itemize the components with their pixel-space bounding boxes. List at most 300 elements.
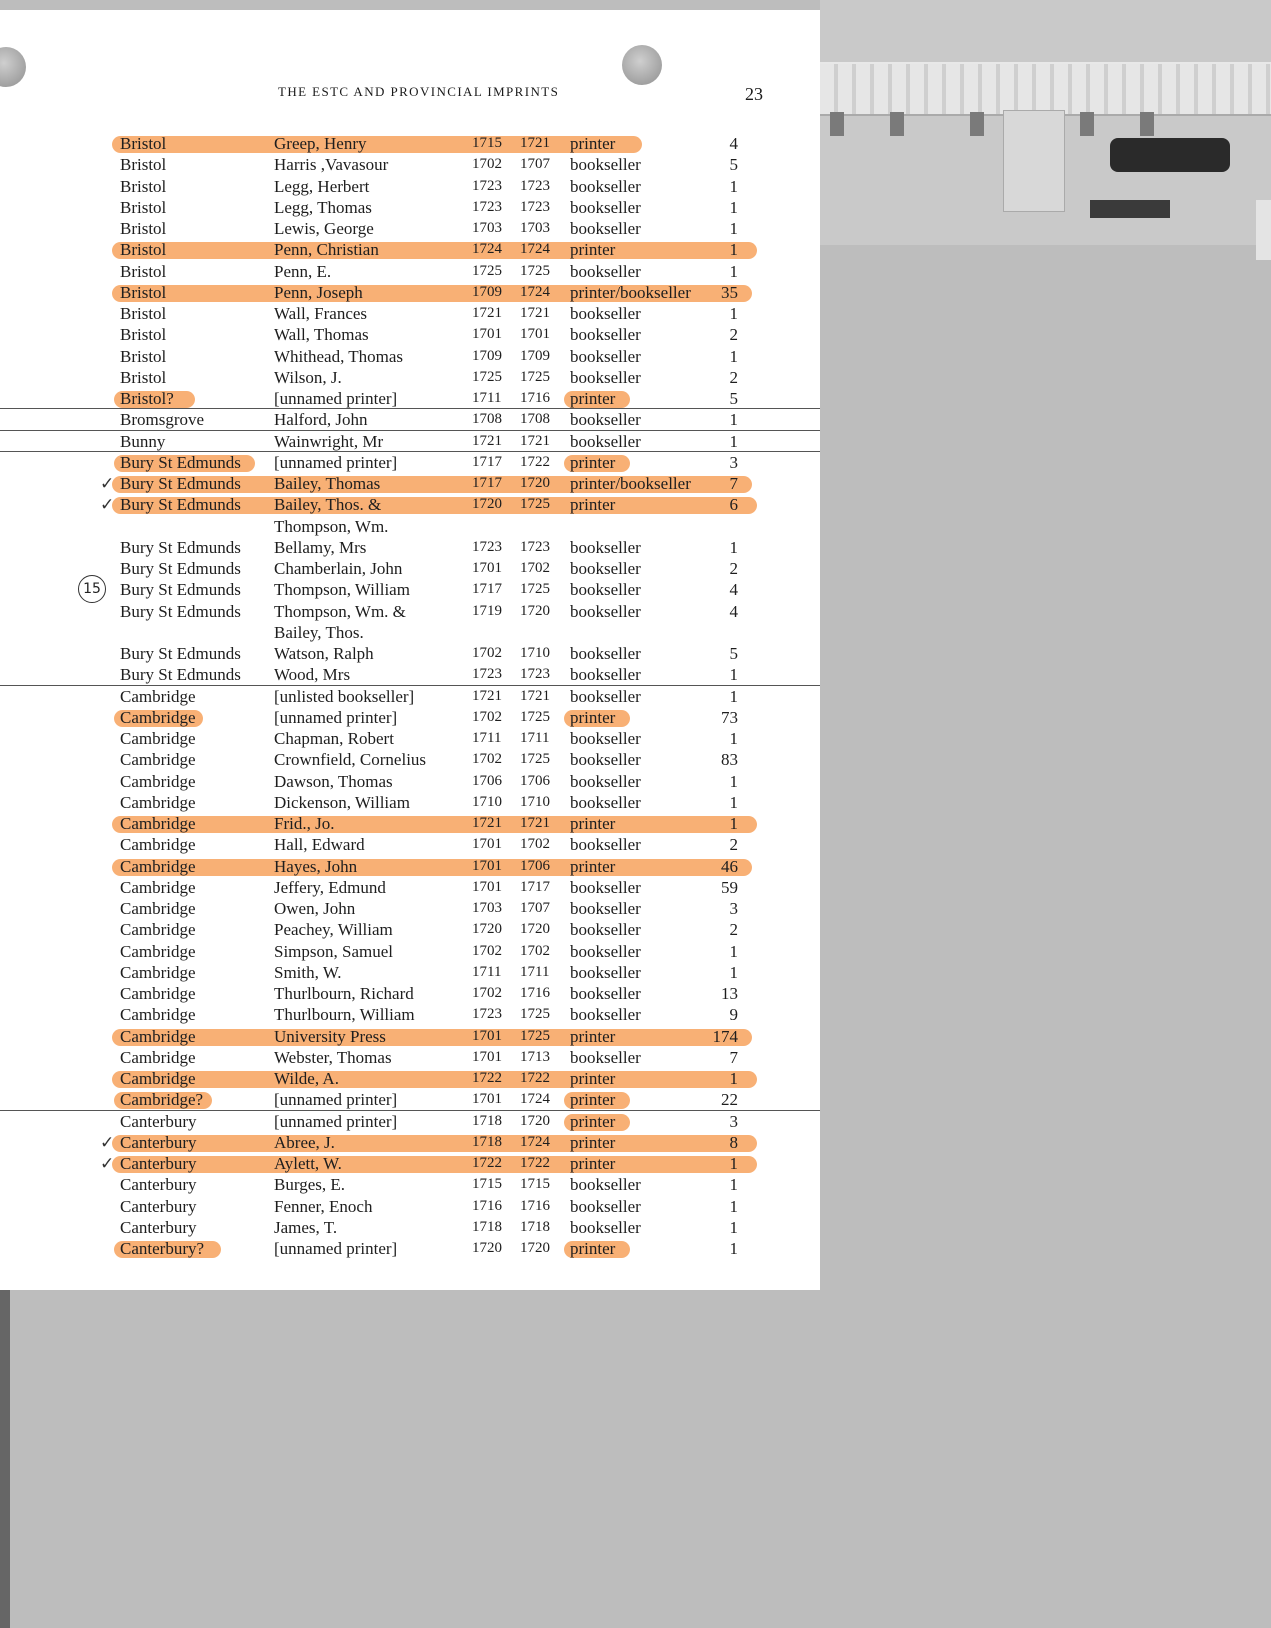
table-row: [0, 834, 820, 855]
count-cell: 35: [721, 282, 738, 302]
place-cell: Bristol: [120, 261, 167, 281]
first-year-cell: 1721: [472, 305, 502, 321]
name-cell: Thurlbourn, Richard: [274, 984, 414, 1003]
count-cell: 1: [729, 410, 738, 430]
place-cell: Cambridge: [120, 686, 196, 706]
name-cell: Thompson, Wm. &: [274, 601, 406, 621]
table-row: [0, 728, 820, 749]
first-year-cell: 1718: [472, 1218, 502, 1235]
first-year-cell: 1708: [472, 411, 502, 428]
name-cell: Chamberlain, John: [274, 559, 403, 578]
name-cell: Simpson, Samuel: [274, 941, 394, 961]
last-year-cell: 1725: [520, 262, 550, 279]
highlighter-mark: [112, 136, 642, 153]
last-year-cell: 1723: [520, 666, 550, 683]
first-year-cell: 1719: [472, 602, 502, 619]
last-year-cell: 1723: [520, 538, 550, 555]
first-year-cell: 1718: [472, 1112, 502, 1129]
trade-cell: printer: [570, 814, 616, 833]
first-year-cell: 1711: [472, 963, 502, 980]
first-year-cell: 1722: [472, 1155, 502, 1171]
name-cell: Hayes, John: [274, 856, 358, 876]
trade-cell: bookseller: [570, 601, 641, 621]
place-cell: Cambridge: [120, 835, 196, 855]
place-cell: Bristol?: [120, 389, 174, 408]
trade-cell: bookseller: [570, 877, 641, 897]
table-row: [0, 1217, 820, 1238]
trade-cell: printer: [570, 1069, 616, 1088]
count-cell: 1: [729, 686, 738, 706]
table-row: [0, 261, 820, 282]
table-row: [0, 133, 820, 154]
last-year-cell: 1707: [520, 156, 550, 173]
table-row: [0, 1026, 820, 1047]
count-cell: 4: [729, 134, 738, 153]
place-cell: Cambridge: [120, 856, 196, 876]
name-cell: Thurlbourn, William: [274, 1005, 415, 1025]
place-cell: Bristol: [120, 197, 167, 217]
count-cell: 1: [729, 197, 738, 217]
place-cell: Bristol: [120, 240, 167, 260]
table-row: [0, 983, 820, 1004]
place-cell: Cambridge: [120, 729, 196, 748]
name-cell: University Press: [274, 1026, 386, 1046]
place-cell: Bury St Edmunds: [120, 644, 241, 663]
place-cell: Bunny: [120, 431, 166, 451]
last-year-cell: 1716: [520, 390, 550, 406]
last-year-cell: 1706: [520, 772, 550, 789]
name-cell: [unnamed printer]: [274, 452, 398, 472]
name-cell: Frid., Jo.: [274, 814, 335, 833]
count-cell: 1: [729, 537, 738, 557]
last-year-cell: 1702: [520, 836, 550, 853]
trade-cell: bookseller: [570, 1175, 641, 1195]
last-year-cell: 1718: [520, 1218, 550, 1235]
trade-cell: bookseller: [570, 644, 641, 663]
name-cell: James, T.: [274, 1217, 338, 1237]
table-row: [0, 388, 820, 409]
first-year-cell: 1701: [472, 857, 502, 874]
name-cell: Bellamy, Mrs: [274, 537, 367, 557]
first-year-cell: 1703: [472, 220, 502, 236]
highlighter-mark: [112, 859, 752, 876]
last-year-cell: 1706: [520, 857, 550, 874]
table-row: [0, 898, 820, 919]
first-year-cell: 1717: [472, 453, 502, 470]
trade-cell: bookseller: [570, 261, 641, 281]
table-row: [0, 664, 820, 685]
count-cell: 1: [729, 219, 738, 238]
table-row: [0, 367, 820, 388]
place-cell: Bristol: [120, 134, 167, 153]
count-cell: 2: [729, 835, 738, 855]
trade-cell: bookseller: [570, 346, 641, 366]
place-cell: Cambridge: [120, 877, 196, 897]
trade-cell: bookseller: [570, 941, 641, 961]
name-cell: Legg, Herbert: [274, 176, 370, 196]
trade-cell: bookseller: [570, 750, 641, 770]
table-row: [0, 516, 820, 537]
table-row: [0, 558, 820, 579]
table-row: [0, 324, 820, 345]
first-year-cell: 1720: [472, 1240, 502, 1256]
count-cell: 2: [729, 367, 738, 387]
place-cell: Bristol: [120, 282, 167, 302]
count-cell: 1: [729, 792, 738, 812]
first-year-cell: 1706: [472, 772, 502, 789]
first-year-cell: 1717: [472, 475, 502, 491]
last-year-cell: 1703: [520, 220, 550, 236]
name-cell: Webster, Thomas: [274, 1047, 392, 1067]
highlighter-mark: [112, 816, 757, 833]
check-mark: ✓: [100, 495, 115, 515]
trade-cell: printer: [570, 1026, 616, 1046]
table-row: [0, 282, 820, 303]
trade-cell: printer: [570, 1239, 616, 1258]
trade-cell: bookseller: [570, 729, 641, 748]
count-cell: 6: [729, 495, 738, 515]
last-year-cell: 1708: [520, 411, 550, 428]
name-cell: Jeffery, Edmund: [274, 877, 386, 897]
count-cell: 1: [729, 261, 738, 281]
first-year-cell: 1701: [472, 560, 502, 576]
last-year-cell: 1721: [520, 135, 550, 151]
place-cell: Cambridge: [120, 962, 196, 982]
place-cell: Cambridge: [120, 984, 196, 1003]
table-row: [0, 962, 820, 983]
table-row: [0, 771, 820, 792]
count-cell: 1: [729, 1217, 738, 1237]
place-cell: Bristol: [120, 219, 167, 238]
name-cell: Wilde, A.: [274, 1069, 339, 1088]
place-cell: Bristol: [120, 176, 167, 196]
first-year-cell: 1723: [472, 666, 502, 683]
table-row: [0, 537, 820, 558]
count-cell: 1: [729, 962, 738, 982]
last-year-cell: 1725: [520, 751, 550, 768]
trade-cell: printer: [570, 452, 616, 472]
name-cell: Wall, Frances: [274, 304, 368, 323]
name-cell: Smith, W.: [274, 962, 342, 982]
check-mark: ✓: [100, 1154, 115, 1173]
count-cell: 4: [729, 601, 738, 621]
first-year-cell: 1716: [472, 1197, 502, 1214]
count-cell: 1: [729, 1154, 738, 1173]
imprint-table: [0, 133, 820, 1259]
count-cell: 2: [729, 920, 738, 940]
first-year-cell: 1701: [472, 878, 502, 895]
table-row: [0, 346, 820, 367]
table-row: [0, 1238, 820, 1259]
trade-cell: printer: [570, 134, 616, 153]
scanner-lid-hinge: [820, 62, 1271, 116]
place-cell: Bristol: [120, 155, 167, 175]
place-cell: Canterbury?: [120, 1239, 205, 1258]
first-year-cell: 1718: [472, 1133, 502, 1150]
name-cell: Bailey, Thos. &: [274, 495, 382, 515]
table-row: [0, 749, 820, 770]
last-year-cell: 1725: [520, 496, 550, 513]
count-cell: 9: [729, 1005, 738, 1025]
trade-cell: bookseller: [570, 920, 641, 940]
trade-cell: bookseller: [570, 792, 641, 812]
check-mark: ✓: [100, 1132, 115, 1152]
count-cell: 2: [729, 325, 738, 345]
trade-cell: printer/bookseller: [570, 282, 691, 302]
name-cell: Hall, Edward: [274, 835, 365, 855]
place-cell: Canterbury: [120, 1132, 197, 1152]
table-row: [0, 1111, 820, 1132]
count-cell: 5: [729, 644, 738, 663]
name-cell: Legg, Thomas: [274, 197, 372, 217]
table-row: [0, 792, 820, 813]
place-cell: Canterbury: [120, 1196, 197, 1216]
place-cell: Canterbury: [120, 1175, 197, 1195]
first-year-cell: 1709: [472, 347, 502, 364]
highlighter-mark: [112, 1156, 757, 1173]
count-cell: 7: [729, 474, 738, 493]
last-year-cell: 1724: [520, 1133, 550, 1150]
name-cell: Wilson, J.: [274, 367, 342, 387]
name-cell: Chapman, Robert: [274, 729, 394, 748]
trade-cell: printer: [570, 856, 616, 876]
page-number: 23: [745, 84, 763, 104]
name-cell: Bailey, Thomas: [274, 474, 381, 493]
table-row: [0, 643, 820, 664]
first-year-cell: 1723: [472, 177, 502, 194]
trade-cell: bookseller: [570, 580, 641, 600]
table-row: [0, 303, 820, 324]
place-cell: Cambridge: [120, 1069, 196, 1088]
last-year-cell: 1716: [520, 985, 550, 1001]
first-year-cell: 1711: [472, 730, 502, 746]
trade-cell: bookseller: [570, 155, 641, 175]
table-row: [0, 813, 820, 834]
last-year-cell: 1710: [520, 645, 550, 661]
name-cell: [unnamed printer]: [274, 389, 398, 408]
highlighter-mark: [112, 1029, 752, 1046]
place-cell: Canterbury: [120, 1154, 197, 1173]
first-year-cell: 1724: [472, 241, 502, 258]
count-cell: 8: [729, 1132, 738, 1152]
first-year-cell: 1701: [472, 326, 502, 343]
trade-cell: bookseller: [570, 367, 641, 387]
trade-cell: bookseller: [570, 325, 641, 345]
name-cell: Burges, E.: [274, 1175, 345, 1195]
last-year-cell: 1721: [520, 432, 550, 449]
table-row: [0, 941, 820, 962]
trade-cell: bookseller: [570, 1005, 641, 1025]
first-year-cell: 1715: [472, 135, 502, 151]
count-cell: 3: [729, 1111, 738, 1131]
name-cell: Bailey, Thos.: [274, 622, 364, 642]
table-row: [0, 1068, 820, 1089]
last-year-cell: 1707: [520, 900, 550, 916]
first-year-cell: 1701: [472, 1091, 502, 1108]
scanner-latch: [1003, 110, 1065, 212]
scanned-page: [0, 10, 820, 1290]
trade-cell: bookseller: [570, 1196, 641, 1216]
table-row: [0, 409, 820, 430]
place-cell: Bury St Edmunds: [120, 665, 241, 685]
last-year-cell: 1709: [520, 347, 550, 364]
name-cell: Crownfield, Cornelius: [274, 750, 427, 770]
place-cell: Bromsgrove: [120, 410, 205, 430]
trade-cell: bookseller: [570, 665, 641, 685]
count-cell: 3: [729, 452, 738, 472]
name-cell: Dawson, Thomas: [274, 771, 393, 791]
trade-cell: bookseller: [570, 559, 641, 578]
last-year-cell: 1725: [520, 368, 550, 385]
count-cell: 1: [729, 665, 738, 685]
count-cell: 22: [721, 1090, 738, 1110]
last-year-cell: 1717: [520, 878, 550, 895]
name-cell: Peachey, William: [274, 920, 393, 940]
place-cell: Bristol: [120, 325, 167, 345]
table-row: [0, 601, 820, 622]
table-row: [0, 686, 820, 707]
first-year-cell: 1720: [472, 921, 502, 938]
last-year-cell: 1724: [520, 1091, 550, 1108]
last-year-cell: 1702: [520, 560, 550, 576]
first-year-cell: 1709: [472, 283, 502, 300]
name-cell: Dickenson, William: [274, 792, 410, 812]
first-year-cell: 1710: [472, 793, 502, 810]
table-row: [0, 452, 820, 473]
place-cell: Cambridge: [120, 771, 196, 791]
place-cell: Cambridge: [120, 707, 196, 727]
trade-cell: printer: [570, 389, 616, 408]
last-year-cell: 1716: [520, 1197, 550, 1214]
first-year-cell: 1721: [472, 815, 502, 831]
trade-cell: printer: [570, 1111, 616, 1131]
name-cell: Lewis, George: [274, 219, 374, 238]
trade-cell: bookseller: [570, 1047, 641, 1067]
count-cell: 1: [729, 729, 738, 748]
name-cell: Abree, J.: [274, 1132, 335, 1152]
count-cell: 46: [721, 856, 738, 876]
count-cell: 1: [729, 1175, 738, 1195]
name-cell: Fenner, Enoch: [274, 1196, 373, 1216]
count-cell: 1: [729, 814, 738, 833]
trade-cell: printer: [570, 1154, 616, 1173]
place-cell: Bury St Edmunds: [120, 495, 241, 515]
count-cell: 59: [721, 877, 738, 897]
table-row: [0, 877, 820, 898]
last-year-cell: 1724: [520, 241, 550, 258]
scanner-slot: [1090, 200, 1170, 218]
name-cell: Harris ,Vavasour: [274, 155, 389, 175]
first-year-cell: 1702: [472, 645, 502, 661]
last-year-cell: 1723: [520, 198, 550, 215]
place-cell: Bristol: [120, 367, 167, 387]
first-year-cell: 1701: [472, 1048, 502, 1065]
last-year-cell: 1720: [520, 1112, 550, 1129]
first-year-cell: 1703: [472, 900, 502, 916]
first-year-cell: 1702: [472, 751, 502, 768]
last-year-cell: 1711: [520, 963, 550, 980]
first-year-cell: 1702: [472, 985, 502, 1001]
place-cell: Cambridge: [120, 792, 196, 812]
trade-cell: bookseller: [570, 962, 641, 982]
last-year-cell: 1721: [520, 687, 550, 704]
last-year-cell: 1721: [520, 815, 550, 831]
trade-cell: printer: [570, 707, 616, 727]
highlighter-mark: [112, 242, 757, 259]
first-year-cell: 1702: [472, 942, 502, 959]
trade-cell: bookseller: [570, 1217, 641, 1237]
last-year-cell: 1711: [520, 730, 550, 746]
first-year-cell: 1721: [472, 687, 502, 704]
place-cell: Bristol: [120, 346, 167, 366]
count-cell: 1: [729, 771, 738, 791]
trade-cell: printer: [570, 240, 616, 260]
table-row: [0, 1089, 820, 1110]
first-year-cell: 1715: [472, 1176, 502, 1193]
trade-cell: bookseller: [570, 984, 641, 1003]
last-year-cell: 1710: [520, 793, 550, 810]
trade-cell: printer: [570, 1132, 616, 1152]
first-year-cell: 1723: [472, 1006, 502, 1023]
count-cell: 5: [729, 389, 738, 408]
last-year-cell: 1723: [520, 177, 550, 194]
first-year-cell: 1702: [472, 708, 502, 725]
last-year-cell: 1725: [520, 708, 550, 725]
name-cell: [unnamed printer]: [274, 1111, 398, 1131]
first-year-cell: 1701: [472, 836, 502, 853]
last-year-cell: 1720: [520, 475, 550, 491]
trade-cell: bookseller: [570, 771, 641, 791]
trade-cell: bookseller: [570, 304, 641, 323]
place-cell: Cambridge: [120, 941, 196, 961]
name-cell: Whithead, Thomas: [274, 346, 404, 366]
first-year-cell: 1711: [472, 390, 502, 406]
place-cell: Canterbury: [120, 1111, 197, 1131]
count-cell: 4: [729, 580, 738, 600]
table-row: [0, 856, 820, 877]
name-cell: Penn, Christian: [274, 240, 379, 260]
trade-cell: printer: [570, 1090, 616, 1110]
last-year-cell: 1725: [520, 1027, 550, 1044]
place-cell: Cambridge: [120, 1026, 196, 1046]
scanner-side-edge: [0, 1290, 10, 1628]
table-row: [0, 218, 820, 239]
table-row: [0, 919, 820, 940]
table-row: [0, 1047, 820, 1068]
first-year-cell: 1725: [472, 262, 502, 279]
table-row: [0, 197, 820, 218]
last-year-cell: 1720: [520, 602, 550, 619]
name-cell: [unnamed printer]: [274, 1090, 398, 1110]
table-row: [0, 1196, 820, 1217]
trade-cell: bookseller: [570, 176, 641, 196]
highlighter-mark: [112, 1071, 757, 1088]
trade-cell: bookseller: [570, 431, 641, 451]
first-year-cell: 1720: [472, 496, 502, 513]
check-mark: ✓: [100, 474, 115, 493]
count-cell: 1: [729, 240, 738, 260]
count-cell: 7: [729, 1047, 738, 1067]
last-year-cell: 1721: [520, 305, 550, 321]
place-cell: Cambridge: [120, 899, 196, 918]
first-year-cell: 1723: [472, 198, 502, 215]
name-cell: Wood, Mrs: [274, 665, 351, 685]
table-row: [0, 473, 820, 494]
place-cell: Bury St Edmunds: [120, 601, 241, 621]
trade-cell: printer: [570, 495, 616, 515]
last-year-cell: 1713: [520, 1048, 550, 1065]
count-cell: 3: [729, 899, 738, 918]
